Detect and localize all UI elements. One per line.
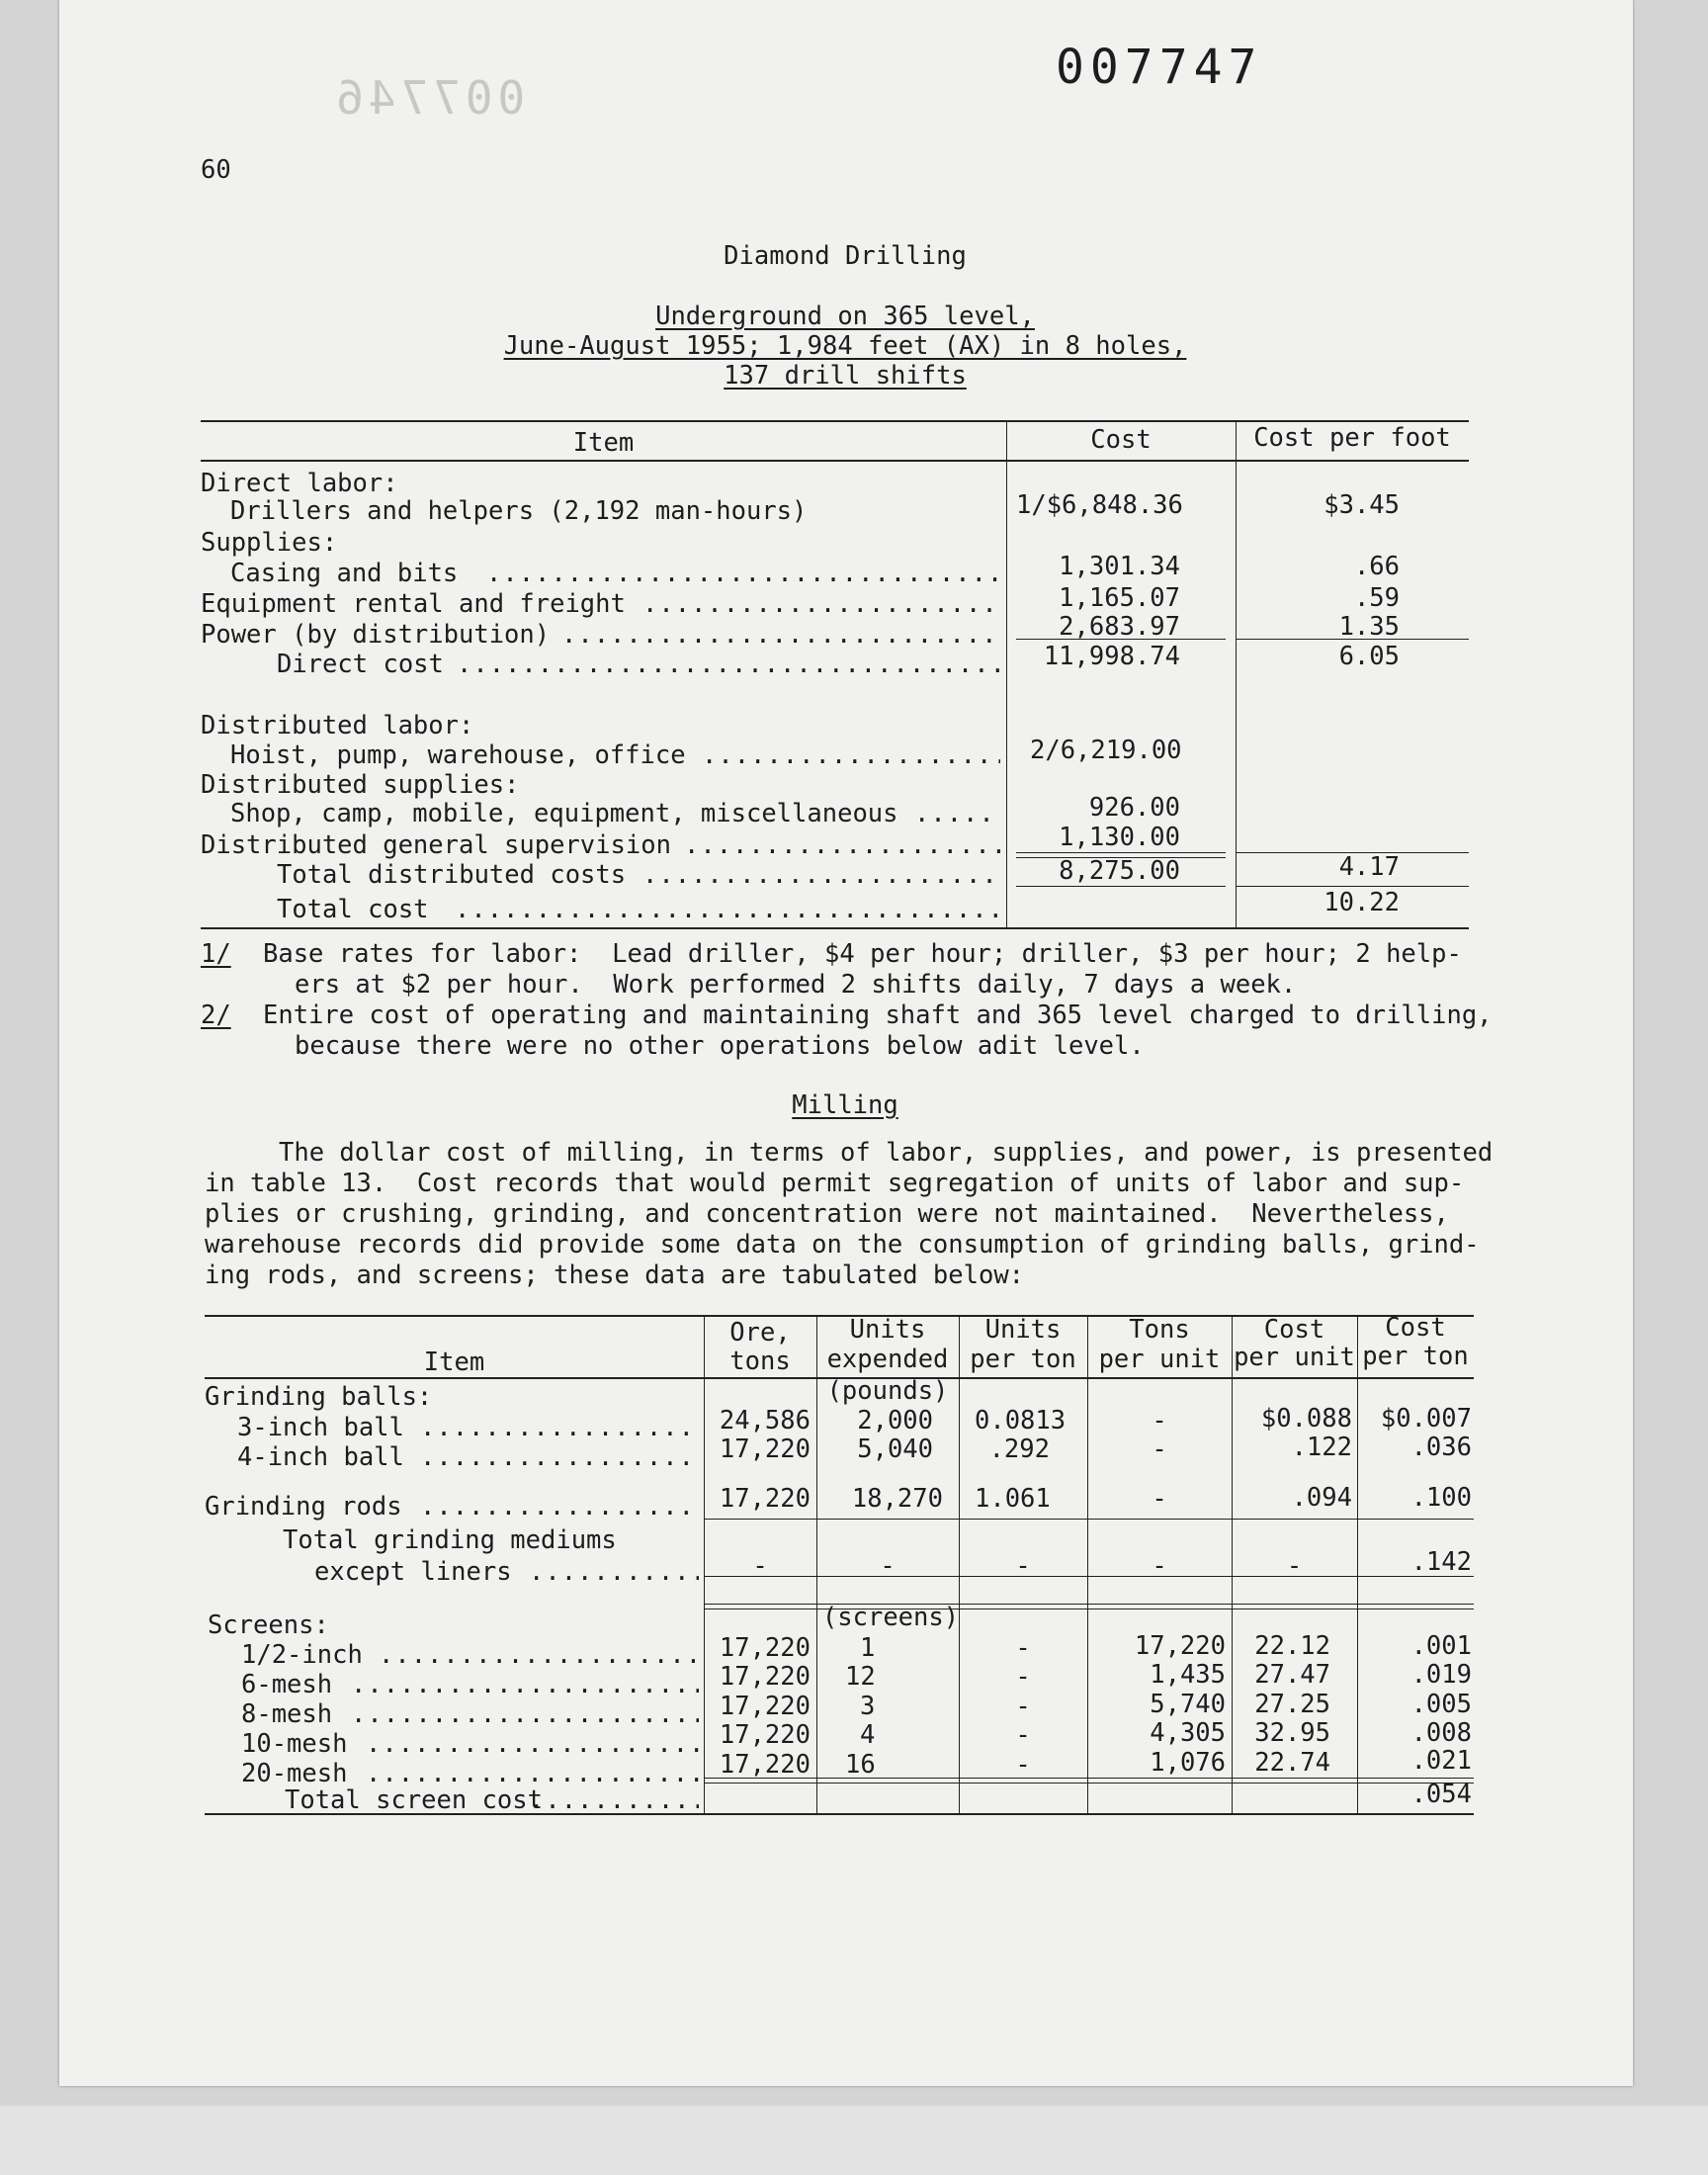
subtitle-line1: Underground on 365 level,	[655, 302, 1035, 331]
table-cell-units-per-ton: -	[1015, 1720, 1031, 1750]
column-header-item: Item	[423, 1348, 485, 1377]
table-row-label: Hoist, pump, warehouse, office	[230, 740, 686, 770]
table-cell-cost-per-unit: .094	[1291, 1483, 1352, 1513]
table-cell-cost: 1,301.34	[1059, 552, 1180, 581]
table-cell-units-per-ton: -	[1015, 1692, 1031, 1721]
table-cell-ore: 24,586	[719, 1406, 811, 1436]
table-cell-cost-per-ton: .100	[1410, 1483, 1472, 1513]
paragraph-line: plies or crushing, grinding, and concentration were not maintained. Nevertheless,	[205, 1199, 1449, 1229]
column-header-cost-per-ton: per ton	[1362, 1342, 1469, 1371]
table-cell-cost-per-unit: -	[1286, 1551, 1303, 1581]
table-cell-cost: 1,130.00	[1059, 823, 1180, 852]
table-cell-units-per-ton: -	[1015, 1662, 1031, 1692]
table-cell-ore: 17,220	[719, 1435, 811, 1464]
bleed-through-number: 007746	[331, 71, 526, 125]
footnote-1-mark: 1/	[201, 939, 231, 969]
table-row-label: 20-mesh	[241, 1759, 348, 1788]
footnote-2-line2: because there were no other operations below adit level.	[295, 1031, 1145, 1061]
table-cell-per-foot: 6.05	[1338, 642, 1400, 671]
table-cell-ore: 17,220	[719, 1720, 811, 1750]
table-row-label: 6-mesh	[241, 1670, 333, 1699]
table-cell-units-per-ton: -	[1015, 1633, 1031, 1663]
table-cell-cost: 11,998.74	[1043, 642, 1180, 671]
dot-leader	[702, 740, 1000, 770]
scanner-bed	[0, 2106, 1708, 2175]
table-cell-units: 4	[860, 1720, 876, 1750]
table-cell-tons-per-unit: 17,220	[1134, 1631, 1226, 1661]
table-cell-ore: 17,220	[719, 1692, 811, 1721]
paragraph-line: ing rods, and screens; these data are tabulated below:	[205, 1261, 1025, 1290]
column-header-cost: Cost	[1090, 425, 1152, 455]
table-row-label: Distributed general supervision	[201, 830, 671, 860]
table-row-label: Total cost	[277, 895, 429, 924]
table-cell-per-foot: 1.35	[1338, 612, 1400, 642]
table-cell-units: 3	[860, 1692, 876, 1721]
table-cell-units: 1	[860, 1633, 876, 1663]
table-row-label: Distributed labor:	[201, 711, 474, 740]
table-cell-cost-per-ton: .001	[1410, 1631, 1472, 1661]
column-header-tons-per-unit: Tons	[1129, 1315, 1190, 1345]
table-row-label: Supplies:	[201, 528, 338, 558]
dot-leader	[379, 1640, 699, 1670]
table-row-label: Equipment rental and freight	[201, 589, 626, 619]
table-cell-cost-per-unit: $0.088	[1260, 1404, 1352, 1434]
footnote-2-mark: 2/	[201, 1000, 231, 1030]
table-cell-units: 5,040	[857, 1435, 933, 1464]
table-row-label: except liners	[314, 1557, 512, 1587]
column-header-units-expended: Units	[849, 1315, 926, 1345]
table-cell-units-per-ton: -	[1015, 1750, 1031, 1780]
table-cell-per-foot: .59	[1353, 583, 1400, 613]
table-cell-ore: 17,220	[719, 1484, 811, 1514]
table-row-label: Grinding rods	[205, 1492, 402, 1522]
column-header-cost-per-unit: Cost	[1263, 1315, 1325, 1345]
units-note: (pounds)	[826, 1376, 949, 1406]
table-cell-units: 2,000	[857, 1406, 933, 1436]
table-cell-units: -	[880, 1551, 896, 1581]
table-cell-cost-per-unit: 27.25	[1254, 1690, 1330, 1719]
section-label: Grinding balls:	[205, 1382, 433, 1412]
column-header-cost-per-ton: Cost	[1385, 1313, 1446, 1343]
table-row-label: 1/2-inch	[241, 1640, 363, 1670]
table-cell-cost-per-unit: 32.95	[1254, 1718, 1330, 1748]
table-cell-ore: 17,220	[719, 1662, 811, 1692]
table-cell-cost-per-unit: 22.74	[1254, 1748, 1330, 1778]
dot-leader	[351, 1699, 699, 1729]
table-cell-tons-per-unit: -	[1152, 1484, 1167, 1514]
table-cell-cost-per-unit: 27.47	[1254, 1660, 1330, 1690]
dot-leader	[914, 799, 1000, 828]
footnote-1-line2: ers at $2 per hour. Work performed 2 shifts daily, 7 days a week.	[295, 970, 1297, 1000]
section-label: Screens:	[208, 1610, 329, 1640]
column-header-ore: tons	[729, 1347, 791, 1376]
table-row-label: 3-inch ball	[237, 1413, 404, 1442]
table-cell-cost-per-ton: .008	[1410, 1718, 1472, 1748]
table-cell-tons-per-unit: 4,305	[1150, 1718, 1226, 1748]
column-header-ore: Ore,	[729, 1318, 791, 1348]
table-cell-per-foot: .66	[1353, 552, 1400, 581]
table-cell-tons-per-unit: 5,740	[1150, 1690, 1226, 1719]
paragraph-line: in table 13. Cost records that would permit segregation of units of labor and sup-	[205, 1169, 1465, 1198]
table-cell-units-per-ton: 0.0813	[975, 1406, 1067, 1436]
column-header-item: Item	[572, 428, 635, 458]
column-header-units-per-ton: Units	[984, 1315, 1062, 1345]
dot-leader	[455, 895, 1000, 924]
table-cell-per-foot: 10.22	[1324, 888, 1400, 917]
dot-leader	[420, 1442, 699, 1472]
page-number: 60	[201, 155, 231, 185]
column-header-units-expended: expended	[826, 1345, 949, 1374]
dot-leader	[351, 1670, 699, 1699]
dot-leader	[420, 1413, 699, 1442]
table-cell-ore: 17,220	[719, 1750, 811, 1780]
section-heading-milling: Milling	[792, 1090, 898, 1120]
table-cell-tons-per-unit: -	[1152, 1551, 1167, 1581]
table-cell-cost: 8,275.00	[1059, 856, 1180, 886]
dot-leader	[457, 650, 1000, 679]
paragraph-line: warehouse records did provide some data on the consumption of grinding balls, grind-	[205, 1230, 1480, 1260]
dot-leader	[366, 1759, 699, 1788]
footnote-2-line1: Entire cost of operating and maintaining shaft and 365 level charged to drilling,	[263, 1000, 1493, 1030]
table-cell-tons-per-unit: 1,076	[1150, 1748, 1226, 1778]
table-row-label: Distributed supplies:	[201, 770, 520, 800]
table-cell-cost: 2,683.97	[1059, 612, 1180, 642]
dot-leader	[642, 860, 1000, 890]
table-cell-ore: 17,220	[719, 1633, 811, 1663]
table-cell-cost: 926.00	[1088, 793, 1180, 823]
table-row-label: Total distributed costs	[277, 860, 627, 890]
table-cell-cost-per-unit: .122	[1291, 1433, 1352, 1462]
column-header-units-per-ton: per ton	[970, 1345, 1076, 1374]
table-row-label: 8-mesh	[241, 1699, 333, 1729]
column-header-cost-per-foot: Cost per foot	[1253, 423, 1451, 453]
table-cell-cost: 1,165.07	[1059, 583, 1180, 613]
table-row-label: Shop, camp, mobile, equipment, miscellaneous	[230, 799, 898, 828]
table-cell-per-foot: $3.45	[1324, 490, 1400, 520]
table-cell-cost-per-ton: .021	[1410, 1746, 1472, 1776]
column-header-cost-per-unit: per unit	[1234, 1343, 1355, 1372]
footnote-1-line1: Base rates for labor: Lead driller, $4 per hour; driller, $3 per hour; 2 help-	[263, 939, 1462, 969]
table-row-label: Casing and bits	[230, 559, 459, 588]
serial-stamp: 007747	[1056, 40, 1263, 95]
table-cell-cost-per-ton: .036	[1410, 1433, 1472, 1462]
dot-leader	[366, 1729, 699, 1759]
paragraph-line: The dollar cost of milling, in terms of labor, supplies, and power, is presented	[279, 1138, 1494, 1168]
table-cell-units-per-ton: .292	[988, 1435, 1050, 1464]
table-row-label: Total screen cost	[285, 1785, 543, 1815]
page-title: Diamond Drilling	[724, 241, 967, 271]
table-row-label: Total grinding mediums	[283, 1525, 617, 1555]
dot-leader	[420, 1492, 699, 1522]
table-cell-cost-per-ton: .142	[1410, 1547, 1472, 1577]
table-cell-units-per-ton: 1.061	[975, 1484, 1051, 1514]
table-row-label: 4-inch ball	[237, 1442, 404, 1472]
table-cell-units: 18,270	[851, 1484, 943, 1514]
table-cell-units-per-ton: -	[1015, 1551, 1031, 1581]
units-note: (screens)	[821, 1603, 960, 1632]
table-cell-cost-per-ton: .019	[1410, 1660, 1472, 1690]
table-cell-cost-per-ton: .054	[1410, 1780, 1472, 1809]
dot-leader	[642, 589, 1000, 619]
table-cell-tons-per-unit: -	[1152, 1406, 1167, 1436]
table-cell-per-foot: 4.17	[1338, 852, 1400, 882]
column-header-tons-per-unit: per unit	[1098, 1345, 1221, 1374]
table-cell-ore: -	[752, 1551, 768, 1581]
table-row-label: Drillers and helpers (2,192 man-hours)	[230, 496, 808, 526]
subtitle-line2: June-August 1955; 1,984 feet (AX) in 8 holes,	[503, 331, 1187, 361]
table-cell-cost: 2/6,219.00	[1030, 736, 1182, 765]
dot-leader	[561, 620, 1000, 650]
table-row-label: Direct labor:	[201, 469, 398, 498]
table-cell-cost-per-unit: 22.12	[1254, 1631, 1330, 1661]
table-row-label: Power (by distribution)	[201, 620, 551, 650]
table-cell-cost-per-ton: .005	[1410, 1690, 1472, 1719]
table-cell-cost: 1/$6,848.36	[1016, 490, 1183, 520]
table-row-label: 10-mesh	[241, 1729, 348, 1759]
dot-leader	[529, 1557, 699, 1587]
dot-leader	[529, 1785, 699, 1815]
table-cell-cost-per-ton: $0.007	[1380, 1404, 1472, 1434]
table-cell-tons-per-unit: 1,435	[1150, 1660, 1226, 1690]
table-cell-units: 12	[845, 1662, 876, 1692]
table-row-label: Direct cost	[277, 650, 444, 679]
dot-leader	[684, 830, 1000, 860]
table-cell-tons-per-unit: -	[1152, 1435, 1167, 1464]
table-cell-units: 16	[845, 1750, 876, 1780]
subtitle-line3: 137 drill shifts	[724, 361, 967, 391]
dot-leader	[486, 559, 1000, 588]
